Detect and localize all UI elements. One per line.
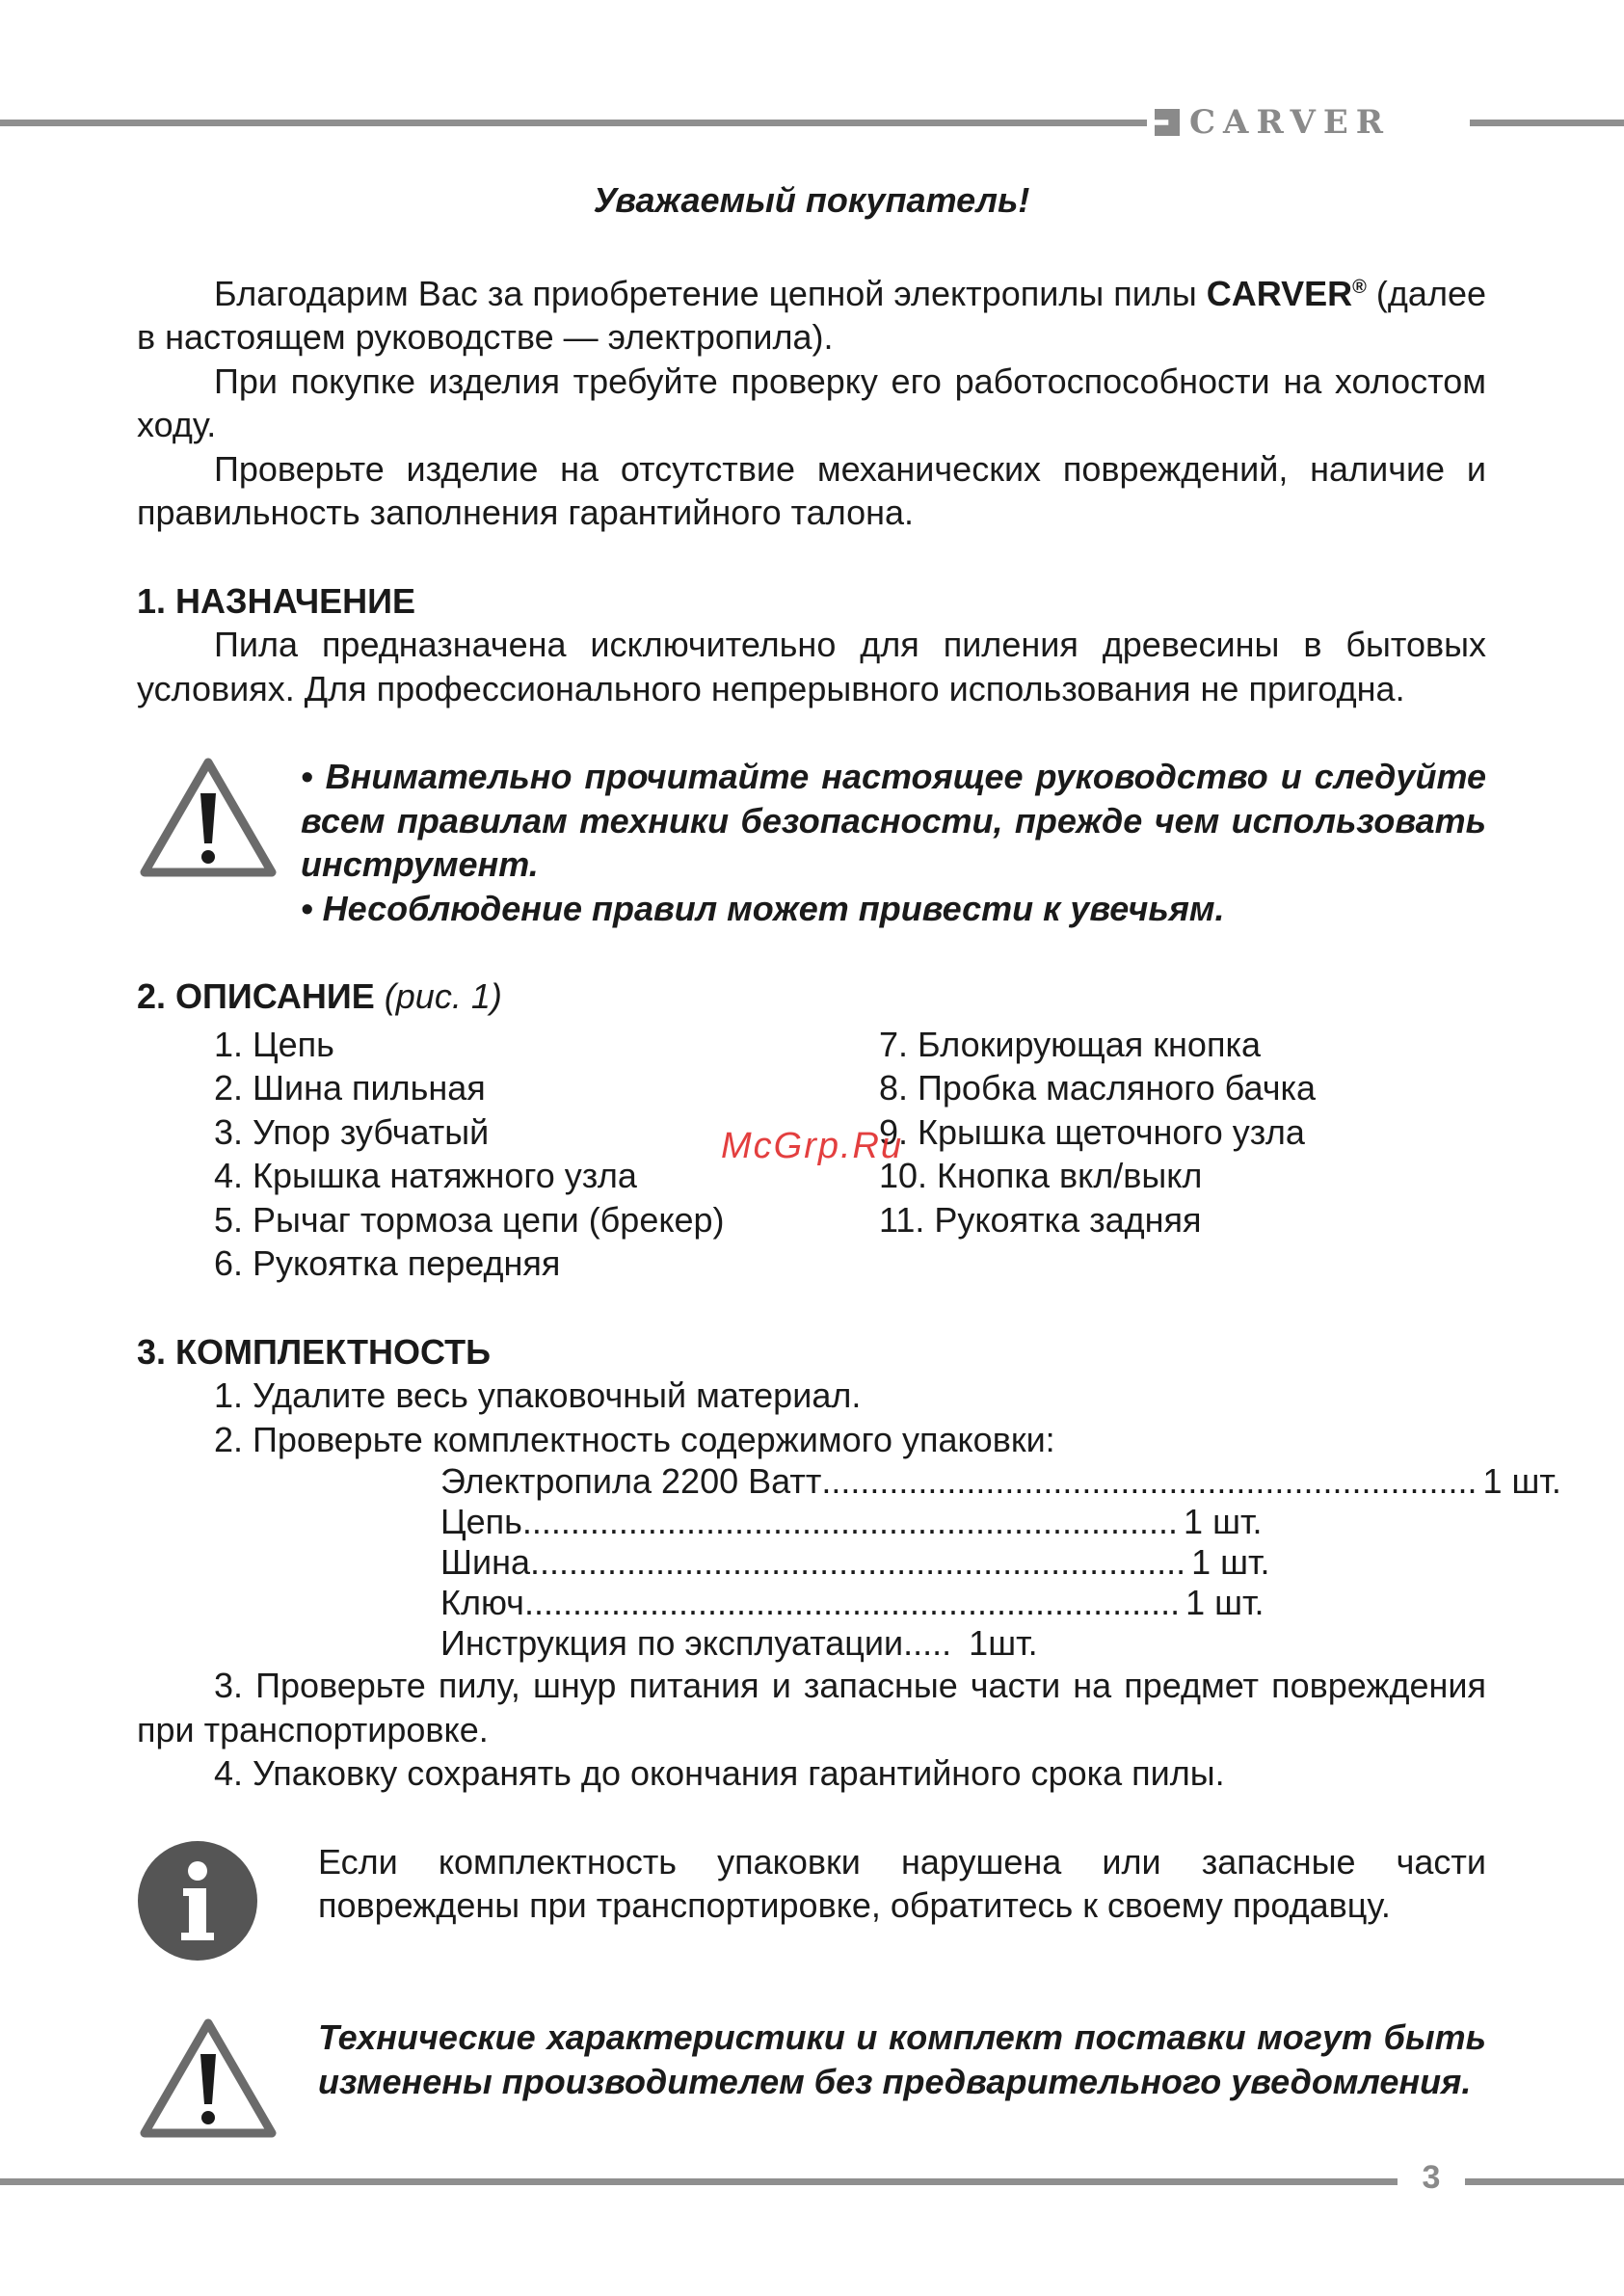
list-item: 9. Крышка щеточного узла bbox=[879, 1111, 1305, 1152]
warning-block-1 bbox=[137, 755, 1486, 930]
table-row: Шина .................................................................... 1 шт. bbox=[440, 1542, 1270, 1582]
pack-item-name: Ключ bbox=[440, 1583, 524, 1622]
warning-icon bbox=[137, 755, 301, 930]
list-item: 4. Крышка натяжного узла bbox=[214, 1156, 637, 1195]
registered-mark: ® bbox=[1352, 276, 1367, 298]
list-item: 3. Упор зубчатый bbox=[214, 1111, 490, 1152]
pack-item-qty: 1 шт. bbox=[1184, 1502, 1263, 1541]
intro-text: Благодарим Вас за приобретение цепной электропилы пилы bbox=[214, 273, 1207, 313]
list-item: 1. Цепь bbox=[214, 1024, 334, 1064]
step-3: 3. Проверьте пилу, шнур питания и запасные части на предмет повреждения при транспортировке. bbox=[137, 1666, 1486, 1749]
pack-item-name: Инструкция по эксплуатации bbox=[440, 1623, 904, 1663]
pack-item-qty: 1 шт. bbox=[1191, 1542, 1270, 1582]
header-rule-left bbox=[0, 120, 1147, 126]
table-row: Ключ .................................................................... 1 шт. bbox=[440, 1583, 1265, 1622]
list-item: 10. Кнопка вкл/выкл bbox=[879, 1156, 1203, 1195]
pack-item-qty: 1 шт. bbox=[1185, 1583, 1265, 1622]
list-item: 2. Шина пильная bbox=[214, 1068, 486, 1108]
brand-logo bbox=[1155, 102, 1463, 143]
step-4: 4. Упаковку сохранять до окончания гарантийного срока пилы. bbox=[214, 1753, 1225, 1793]
info-block bbox=[137, 1840, 1486, 1972]
pack-item-qty: 1 шт. bbox=[1482, 1461, 1561, 1501]
pack-item-name: Шина bbox=[440, 1542, 531, 1582]
pack-item-qty: 1шт. bbox=[969, 1623, 1038, 1663]
watermark: McGrp.Ru bbox=[721, 1126, 904, 1166]
page-number: 3 bbox=[1422, 2159, 1441, 2196]
warning-text-1 bbox=[301, 755, 1486, 930]
table-row: Цепь .................................................................... 1 шт. bbox=[440, 1502, 1263, 1541]
package-contents bbox=[137, 1461, 1561, 1664]
intro-text-end: (далее в настоящем руководстве — электропила). bbox=[137, 273, 1486, 357]
warning-text-2: Технические характеристики и комплект поставки могут быть изменены производителем без предварительного уведомления. bbox=[318, 2017, 1486, 2101]
carver-logo-icon bbox=[1155, 109, 1180, 136]
section-1-title: 1. НАЗНАЧЕНИЕ bbox=[137, 580, 416, 621]
footer-rule-right bbox=[1465, 2178, 1624, 2185]
pack-item-name: Цепь bbox=[440, 1502, 522, 1541]
section-1-text: Пила предназначена исключительно для пиления древесины в бытовых условиях. Для профессионального непрерывного использования не пригодна. bbox=[137, 625, 1486, 708]
list-item: 6. Рукоятка передняя bbox=[214, 1243, 561, 1283]
section-2-heading: 2. ОПИСАНИЕ bbox=[137, 976, 375, 1016]
intro-paragraph-2: При покупке изделия требуйте проверку его работоспособности на холостом ходу. bbox=[137, 360, 1486, 444]
intro-paragraph-1 bbox=[137, 266, 1486, 360]
info-icon bbox=[137, 1840, 318, 1972]
warning-line-1: • Внимательно прочитайте настоящее руководство и следуйте всем правилам техники безопасности, прежде чем использовать инструмент. bbox=[301, 757, 1486, 884]
brand-name: CARVER bbox=[1189, 103, 1392, 142]
section-2-title bbox=[137, 974, 1486, 1019]
warning-line-2: • Несоблюдение правил может привести к увечьям. bbox=[301, 888, 1225, 928]
step-2: 2. Проверьте комплектность содержимого упаковки: bbox=[214, 1419, 1055, 1459]
pack-item-name: Электропила 2200 Ватт bbox=[440, 1461, 822, 1501]
greeting: Уважаемый покупатель! bbox=[593, 180, 1030, 220]
list-item: 7. Блокирующая кнопка bbox=[879, 1024, 1261, 1064]
parts-column-right bbox=[879, 1023, 1486, 1286]
warning-block-2 bbox=[137, 2016, 1486, 2151]
list-item: 8. Пробка масляного бачка bbox=[879, 1068, 1317, 1108]
footer-rule-left bbox=[0, 2178, 1398, 2185]
intro-brand: CARVER bbox=[1206, 273, 1353, 313]
table-row: Электропила 2200 Ватт .................................................................... 1 шт. bbox=[440, 1461, 1561, 1501]
warning-icon bbox=[137, 2016, 318, 2151]
section-3-title: 3. КОМПЛЕКТНОСТЬ bbox=[137, 1331, 491, 1372]
info-text: Если комплектность упаковки нарушена или запасные части повреждены при транспортировке, обратитесь к своему продавцу. bbox=[318, 1841, 1486, 1925]
header-rule-right bbox=[1470, 120, 1624, 126]
intro-paragraph-3: Проверьте изделие на отсутствие механических повреждений, наличие и правильность заполнения гарантийного талона. bbox=[137, 448, 1486, 532]
list-item: 5. Рычаг тормоза цепи (брекер) bbox=[214, 1199, 725, 1240]
list-item: 11. Рукоятка задняя bbox=[879, 1199, 1202, 1240]
figure-reference: (рис. 1) bbox=[384, 976, 502, 1016]
step-1: 1. Удалите весь упаковочный материал. bbox=[214, 1375, 862, 1415]
table-row: Инструкция по эксплуатации ..... 1шт. bbox=[440, 1623, 1038, 1663]
